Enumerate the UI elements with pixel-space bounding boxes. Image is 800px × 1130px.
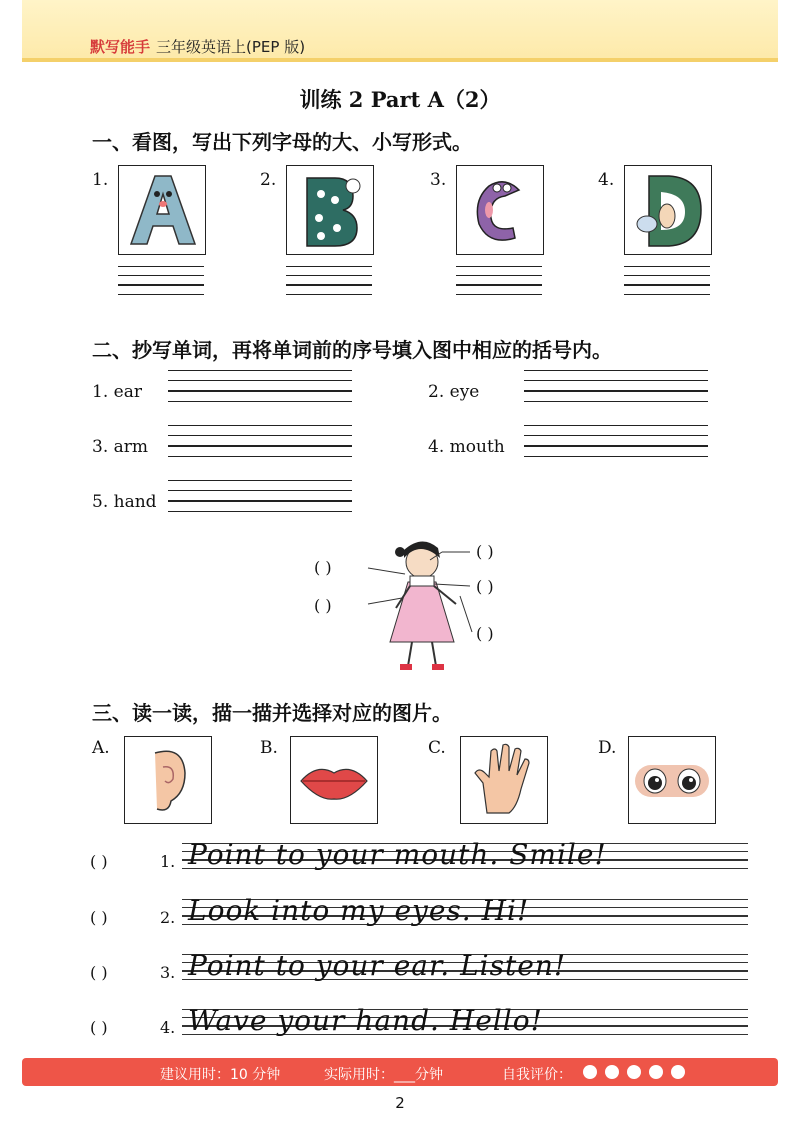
writing-lines[interactable]: [456, 266, 542, 303]
sentence-number: 4.: [160, 1018, 176, 1037]
writing-lines[interactable]: [286, 266, 372, 303]
trace-sentence[interactable]: Point to your mouth. Smile!: [188, 838, 607, 871]
option-label: D.: [598, 738, 617, 758]
section3-heading: 三、读一读，描一描并选择对应的图片。: [92, 701, 452, 725]
sentence-number: 1.: [160, 852, 176, 871]
page-number: 2: [395, 1094, 405, 1112]
hand-icon: [461, 737, 547, 823]
letter-item-number: 1.: [92, 170, 109, 190]
flower-icon: [627, 1065, 641, 1079]
letter-c-picture: [456, 165, 544, 255]
flower-icon: [605, 1065, 619, 1079]
word-item: 2. eye: [428, 382, 480, 402]
sentence-number: 2.: [160, 908, 176, 927]
suggested-time: 建议用时：10 分钟: [160, 1067, 281, 1083]
answer-paren[interactable]: ( ): [90, 963, 108, 982]
word-writing-lines[interactable]: [524, 425, 708, 466]
word-item: 4. mouth: [428, 437, 505, 457]
actual-time[interactable]: 实际用时：___分钟: [324, 1067, 443, 1083]
ear-icon: [125, 737, 211, 823]
letter-a-icon: [119, 166, 205, 254]
pointer-lines: [310, 540, 550, 650]
word-writing-lines[interactable]: [168, 370, 352, 411]
word-writing-lines[interactable]: [524, 370, 708, 411]
lips-icon: [291, 737, 377, 823]
letter-c-icon: [457, 166, 543, 254]
header-title: [90, 36, 305, 57]
option-c-box[interactable]: [460, 736, 548, 824]
option-a-box[interactable]: [124, 736, 212, 824]
word-writing-lines[interactable]: [168, 480, 352, 521]
letter-b-picture: [286, 165, 374, 255]
answer-paren[interactable]: ( ): [90, 1018, 108, 1037]
writing-lines[interactable]: [118, 266, 204, 303]
letter-d-icon: [625, 166, 711, 254]
answer-paren[interactable]: ( ): [314, 558, 332, 577]
letter-a-picture: [118, 165, 206, 255]
letter-d-picture: [624, 165, 712, 255]
option-label: B.: [260, 738, 278, 758]
eyes-icon: [629, 737, 715, 823]
sentence-number: 3.: [160, 963, 176, 982]
word-item: 3. arm: [92, 437, 149, 457]
self-evaluation-label: 自我评价：: [502, 1067, 572, 1083]
trace-sentence[interactable]: Look into my eyes. Hi!: [188, 894, 530, 927]
answer-paren[interactable]: ( ): [476, 624, 494, 643]
letter-item-number: 2.: [260, 170, 277, 190]
trace-sentence[interactable]: Wave your hand. Hello!: [188, 1004, 543, 1037]
option-b-box[interactable]: [290, 736, 378, 824]
section1-heading: 一、看图，写出下列字母的大、小写形式。: [92, 130, 472, 154]
writing-lines[interactable]: [624, 266, 710, 303]
brand-label: 默写能手: [90, 38, 151, 56]
letter-item-number: 3.: [430, 170, 447, 190]
footer-bar: [22, 1058, 778, 1086]
word-item: 1. ear: [92, 382, 142, 402]
answer-paren[interactable]: ( ): [476, 542, 494, 561]
option-label: C.: [428, 738, 446, 758]
flower-icon: [583, 1065, 597, 1079]
rating-stars[interactable]: [580, 1062, 700, 1082]
answer-paren[interactable]: ( ): [476, 577, 494, 596]
word-item: 5. hand: [92, 492, 157, 512]
page-title: 训练 2 Part A（2）: [299, 87, 501, 112]
book-label: 三年级英语上(PEP 版): [156, 38, 306, 56]
letter-b-icon: [287, 166, 373, 254]
answer-paren[interactable]: ( ): [314, 596, 332, 615]
flower-icon: [671, 1065, 685, 1079]
answer-paren[interactable]: ( ): [90, 852, 108, 871]
answer-paren[interactable]: ( ): [90, 908, 108, 927]
letter-item-number: 4.: [598, 170, 615, 190]
option-d-box[interactable]: [628, 736, 716, 824]
word-writing-lines[interactable]: [168, 425, 352, 466]
option-label: A.: [92, 738, 110, 758]
trace-sentence[interactable]: Point to your ear. Listen!: [188, 949, 567, 982]
flower-icon: [649, 1065, 663, 1079]
section2-heading: 二、抄写单词，再将单词前的序号填入图中相应的括号内。: [92, 338, 612, 362]
